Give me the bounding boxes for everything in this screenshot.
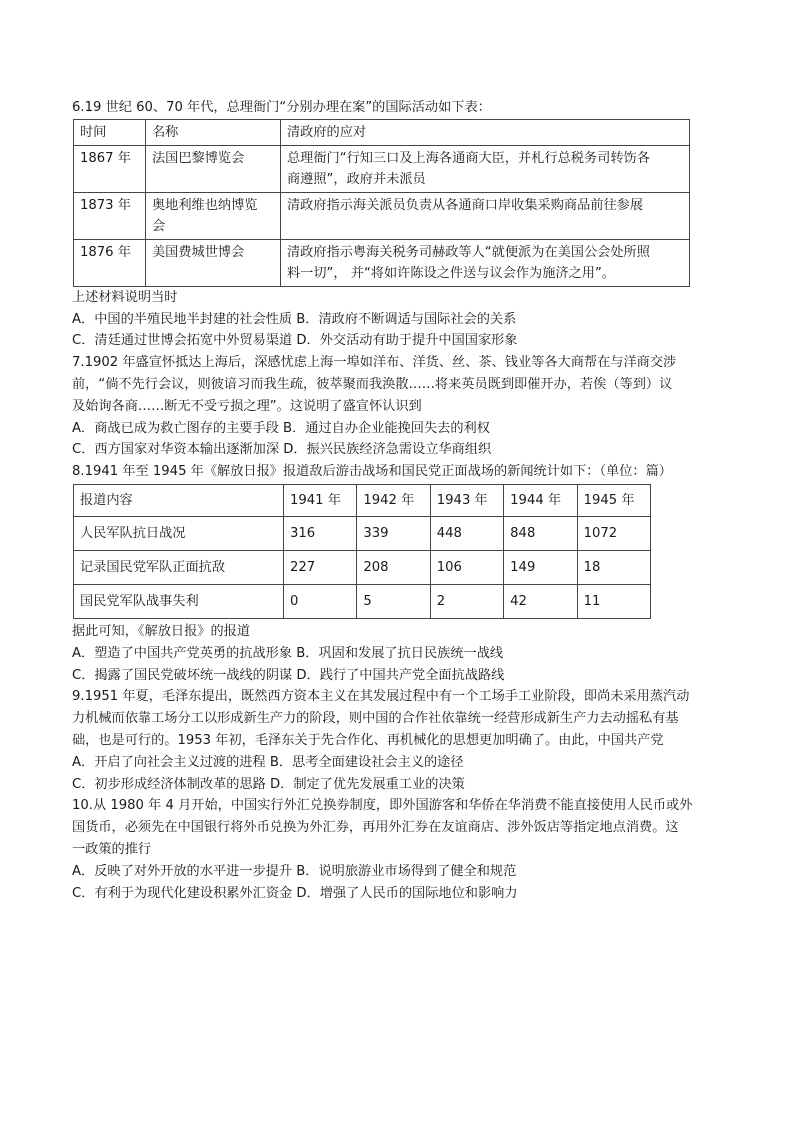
table-cell: 848 [504,516,577,550]
table-cell: 106 [430,550,503,584]
q6-options-ab: A．中国的半殖民地半封建的社会性质 B．清政府不断调适与国际社会的关系 [72,311,517,327]
q7-options-cd: C．西方国家对华资本输出逐渐加深 D．振兴民族经济急需设立华商组织 [72,442,492,458]
q9-options-cd: C．初步形成经济体制改革的思路 D．制定了优先发展重工业的决策 [72,776,465,792]
table-cell: 208 [357,550,430,584]
table-cell: 227 [284,550,357,584]
q10-stem-line: 一政策的推行 [72,841,152,857]
row-time: 1876 年 [74,239,146,286]
header-time: 时间 [74,119,146,145]
q7-options-ab: A．商战已成为救亡图存的主要手段 B．通过自办企业能挽回失去的利权 [72,420,490,436]
table-row [74,550,651,584]
table-cell: 5 [357,584,430,618]
row-response-line: 商遵照”，政府并未派员 [287,171,426,187]
q8-table [73,484,651,619]
table-cell: 316 [284,516,357,550]
table-cell: 149 [504,550,577,584]
row-time: 1867 年 [74,145,146,192]
q10-stem-line: 国货币，必须先在中国银行将外币兑换为外汇券，再用外汇券在友谊商店、涉外饭店等指定地点消费。这 [72,820,679,836]
q10-options-cd: C．有利于为现代化建设积累外汇资金 D．增强了人民币的国际地位和影响力 [72,885,518,901]
header-name: 名称 [146,119,281,145]
q8-stem: 8.1941 年至 1945 年《解放日报》报道敌后游击战场和国民党正面战场的新闻统计如下：（单位：篇） [72,464,672,480]
row-response: 清政府指示海关派员负责从各通商口岸收集采购商品前往参展 [281,192,690,239]
table-row [74,145,690,192]
q8-options-ab: A．塑造了中国共产党英勇的抗战形象 B．巩固和发展了抗日民族统一战线 [72,645,504,661]
table-cell: 339 [357,516,430,550]
table-cell: 11 [577,584,650,618]
row-name: 美国费城世博会 [146,239,281,286]
q6-question: 上述材料说明当时 [72,289,178,305]
header-year: 1945 年 [577,484,650,516]
table-row [74,516,651,550]
row-name-line: 会 [152,218,166,234]
table-row [74,192,690,239]
row-time: 1873 年 [74,192,146,239]
row-response-line: 清政府指示粤海关税务司赫政等人“就便派为在美国公会处所照 [287,244,650,260]
row-response-line: 总理衙门“行知三口及上海各通商大臣，并札行总税务司转饬各 [287,150,650,166]
q9-stem-line: 础，也是可行的。1953 年初，毛泽东关于先合作化、再机械化的思想更加明确了。由此，中国共产党 [72,732,664,748]
q9-stem-line: 9.1951 年夏，毛泽东提出，既然西方资本主义在其发展过程中有一个工场手工业阶段，即尚未采用蒸汽动 [72,689,690,705]
row-name [146,192,281,239]
table-cell: 18 [577,550,650,584]
header-content: 报道内容 [74,484,284,516]
row-label: 记录国民党军队正面抗敌 [74,550,284,584]
table-header-row [74,119,690,145]
row-name-line: 奥地利维也纳博览 [152,197,258,213]
row-label: 人民军队抗日战况 [74,516,284,550]
q6-table [73,119,690,287]
q7-stem-line: 前，“倘不先行会议，则彼谙习而我生疏，彼萃聚而我涣散……将来英员既到即催开办，若俟（等到）议 [72,376,673,392]
row-response-line: 料一切”， 并“将如许陈设之件送与议会作为施济之用”。 [287,265,615,281]
header-year: 1943 年 [430,484,503,516]
header-year: 1941 年 [284,484,357,516]
q7-stem-line: 及始询各商……断无不受亏损之理”。这说明了盛宣怀认识到 [72,398,422,414]
table-cell: 42 [504,584,577,618]
q9-stem-line: 力机械而依靠工场分工以形成新生产力的阶段，则中国的合作社依靠统一经营形成新生产力去动摇私有基 [72,711,679,727]
q6-options-cd: C．清廷通过世博会拓宽中外贸易渠道 D．外交活动有助于提升中国国家形象 [72,333,518,349]
row-response [281,239,690,286]
header-year: 1944 年 [504,484,577,516]
q7-stem-line: 7.1902 年盛宣怀抵达上海后，深感忧虑上海一埠如洋布、洋货、丝、茶、钱业等各大商帮在与洋商交涉 [72,355,677,371]
row-label: 国民党军队战事失利 [74,584,284,618]
q8-options-cd: C．揭露了国民党破坏统一战线的阴谋 D．践行了中国共产党全面抗战路线 [72,667,505,683]
row-name: 法国巴黎博览会 [146,145,281,192]
q10-stem-line: 10.从 1980 年 4 月开始，中国实行外汇兑换券制度，即外国游客和华侨在华消费不能直接使用人民币或外 [72,798,693,814]
table-row [74,239,690,286]
q9-options-ab: A．开启了向社会主义过渡的进程 B．思考全面建设社会主义的途径 [72,754,464,770]
table-cell: 1072 [577,516,650,550]
header-year: 1942 年 [357,484,430,516]
q10-options-ab: A．反映了对外开放的水平进一步提升 B．说明旅游业市场得到了健全和规范 [72,863,517,879]
table-cell: 0 [284,584,357,618]
row-response [281,145,690,192]
exam-page [72,97,732,904]
q6-stem: 6.19 世纪 60、70 年代，总理衙门“分别办理在案”的国际活动如下表： [72,100,491,115]
table-cell: 2 [430,584,503,618]
table-cell: 448 [430,516,503,550]
table-row [74,584,651,618]
table-header-row [74,484,651,516]
q8-question: 据此可知，《解放日报》的报道 [72,623,251,639]
header-response: 清政府的应对 [281,119,690,145]
